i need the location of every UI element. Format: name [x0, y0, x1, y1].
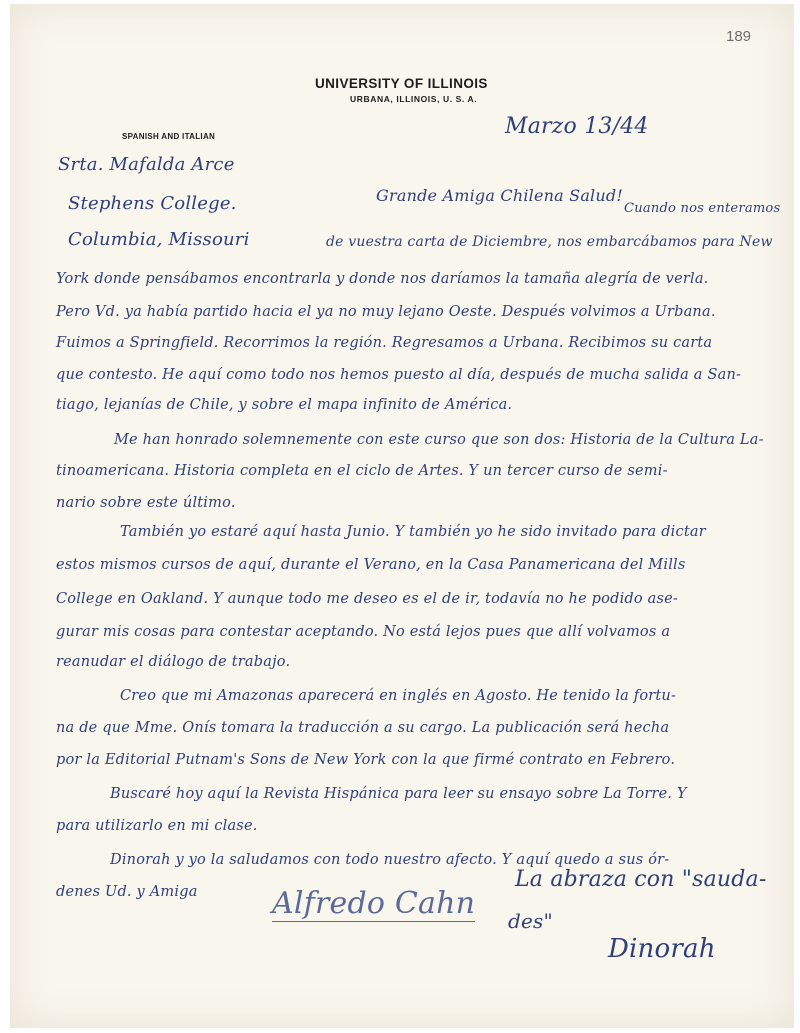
body-line: de vuestra carta de Diciembre, nos embarcábamos para New [326, 234, 773, 250]
body-line: nario sobre este último. [56, 495, 236, 511]
signature-main [272, 886, 475, 922]
address-line: Columbia, Missouri [68, 229, 250, 250]
body-line: por la Editorial Putnam's Sons de New York con la que firmé contrato en Febrero. [56, 752, 676, 768]
body-line: College en Oakland. Y aunque todo me deseo es el de ir, todavía no he podido ase- [56, 591, 678, 607]
body-line: Dinorah y yo la saludamos con todo nuestro afecto. Y aquí quedo a sus ór- [110, 852, 670, 868]
body-line: Me han honrado solemnemente con este curso que son dos: Historia de la Cultura La- [114, 432, 764, 448]
address-line: Srta. Mafalda Arce [58, 154, 235, 175]
letterhead-location: URBANA, ILLINOIS, U. S. A. [350, 94, 478, 104]
salutation: Grande Amiga Chilena Salud! [376, 186, 623, 205]
signature-second: Dinorah [608, 934, 716, 964]
closing-line-continued: des" [508, 909, 553, 933]
body-line: York donde pensábamos encontrarla y donde nos daríamos la tamaña alegría de verla. [56, 271, 709, 287]
letterhead-department: SPANISH AND ITALIAN [122, 132, 216, 141]
body-line: estos mismos cursos de aquí, durante el Verano, en la Casa Panamericana del Mills [56, 557, 686, 573]
closing-line: La abraza con "sauda- [515, 867, 767, 892]
body-line: para utilizarlo en mi clase. [56, 818, 258, 834]
letter-sheet [10, 4, 794, 1028]
letterhead-institution: UNIVERSITY OF ILLINOIS [315, 76, 488, 91]
body-line: tinoamericana. Historia completa en el ciclo de Artes. Y un tercer curso de semi- [56, 463, 668, 479]
page-number: 189 [726, 28, 752, 45]
body-line: Cuando nos enteramos [624, 201, 781, 216]
body-line: gurar mis cosas para contestar aceptando. No está lejos pues que allí volvamos a [56, 624, 671, 640]
body-line: na de que Mme. Onís tomara la traducción a su cargo. La publicación será hecha [56, 720, 670, 736]
letter-date: Marzo 13/44 [505, 114, 649, 139]
address-line: Stephens College. [68, 193, 237, 214]
body-line: Buscaré hoy aquí la Revista Hispánica para leer su ensayo sobre La Torre. Y [110, 786, 687, 802]
body-line: que contesto. He aquí como todo nos hemos puesto al día, después de mucha salida a San- [56, 367, 742, 383]
body-line: denes Ud. y Amiga [56, 884, 198, 900]
body-line: Pero Vd. ya había partido hacia el ya no muy lejano Oeste. Después volvimos a Urbana. [56, 304, 716, 320]
body-line: Fuimos a Springfield. Recorrimos la región. Regresamos a Urbana. Recibimos su carta [56, 335, 713, 351]
body-line: También yo estaré aquí hasta Junio. Y también yo he sido invitado para dictar [120, 524, 706, 540]
signature-main-text: Alfredo Cahn [272, 886, 476, 921]
body-line: reanudar el diálogo de trabajo. [56, 654, 291, 670]
body-line: Creo que mi Amazonas aparecerá en inglés en Agosto. He tenido la fortu- [120, 688, 677, 704]
body-line: tiago, lejanías de Chile, y sobre el mapa infinito de América. [56, 397, 513, 413]
